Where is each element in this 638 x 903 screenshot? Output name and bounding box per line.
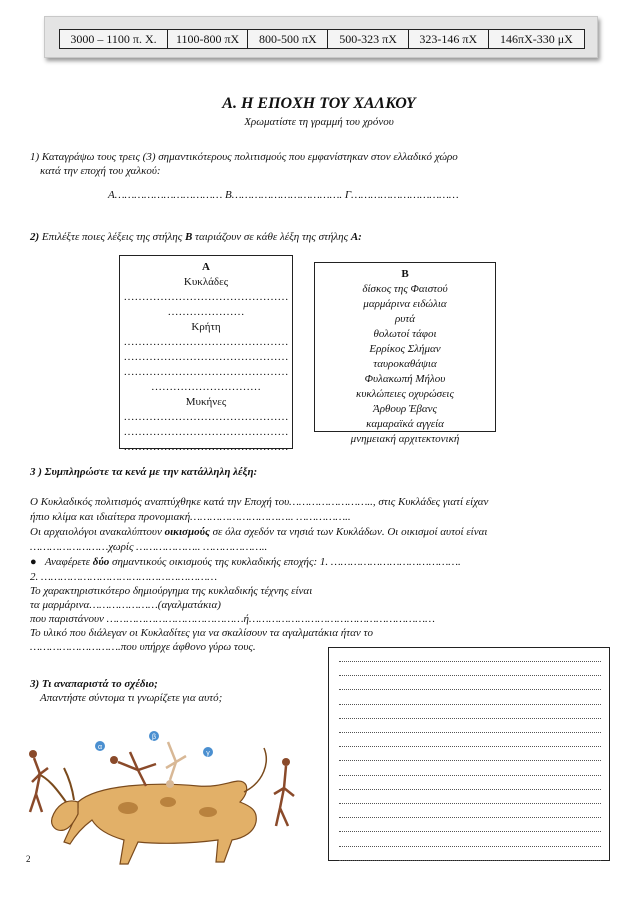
column-a-blank[interactable]: ………………………… <box>151 381 261 393</box>
answer-line[interactable] <box>339 830 601 832</box>
bull-horn <box>64 768 74 800</box>
column-b-header: Β <box>401 268 409 280</box>
q3-keyword: οικισμούς <box>164 526 210 538</box>
q3-paragraph[interactable]: Ο Κυκλαδικός πολιτισμός αναπτύχθηκε κατά την Εποχή του…………………….., στις Κυκλάδες γιατί είχαν <box>30 496 489 508</box>
answer-line[interactable] <box>339 674 601 676</box>
acrobat-head <box>29 750 37 758</box>
column-b-item: μαρμάρινα ειδώλια <box>363 298 447 310</box>
column-a-blank[interactable]: ……………………………………… <box>123 351 289 363</box>
answer-line[interactable] <box>339 660 601 662</box>
page-subtitle: Χρωματίστε τη γραμμή του χρόνου <box>244 116 394 128</box>
timeline-banner <box>44 16 598 58</box>
q2-col-a-ref: Α: <box>350 231 362 243</box>
bull-leaping-fresco <box>18 722 318 872</box>
q3-paragraph: Το χαρακτηριστικότερο δημιούργημα της κυκλαδικής τέχνης είναι <box>30 585 313 597</box>
q3-bullet[interactable] <box>30 555 461 569</box>
column-a-blank[interactable]: ……………………………………… <box>123 411 289 423</box>
q3-paragraph[interactable]: τα μαρμάρινα…………………(αγαλματάκια) <box>30 599 221 611</box>
answer-line[interactable] <box>339 802 601 804</box>
column-b-item: μνημειακή αρχιτεκτονική <box>350 433 460 445</box>
answer-line[interactable] <box>339 788 601 790</box>
bull-spot <box>160 797 176 807</box>
q2-number: 2) <box>30 231 42 243</box>
column-a-blank[interactable]: ……………………………………… <box>123 426 289 438</box>
q3-paragraph[interactable]: ήπιο κλίμα και ιδιαίτερα προνομιακή………………………….. …………….. <box>30 511 351 523</box>
page-number: 2 <box>26 854 31 864</box>
answer-line[interactable] <box>339 703 601 705</box>
q3-paragraph[interactable]: 2. ……………………………………………… <box>30 571 218 583</box>
page-title: Α. Η ΕΠΟΧΗ ΤΟΥ ΧΑΛΚΟΥ <box>222 95 416 112</box>
column-b-item: Άρθουρ Έβανς <box>372 403 438 415</box>
answer-line[interactable] <box>339 731 601 733</box>
bull-spot <box>199 807 217 817</box>
column-a-line: Κυκλάδες <box>183 276 229 288</box>
bull-body <box>64 781 256 864</box>
q2-instructions <box>30 230 362 244</box>
answer-line[interactable] <box>339 717 601 719</box>
figure-label: α <box>97 744 103 751</box>
column-a-header: Α <box>202 261 210 273</box>
q3-paragraph[interactable]: που παριστάνουν ……………………………………ή………………………………………………… <box>30 613 435 625</box>
figure-label: γ <box>206 750 210 757</box>
column-b-item: ρυτά <box>394 313 416 325</box>
q2-text: ταιριάζουν σε κάθε λέξη της στήλης <box>192 231 351 243</box>
q4-heading: 3) Τι αναπαριστά το σχέδιο; <box>30 678 158 690</box>
timeline-period[interactable]: 323-146 πΧ <box>409 30 489 48</box>
answer-line[interactable] <box>339 759 601 761</box>
column-a-box <box>119 255 293 453</box>
column-b-item: δίσκος της Φαιστού <box>362 283 448 295</box>
column-a-blank[interactable]: ……………………………………… <box>123 441 289 453</box>
q1-text: 1) Καταγράψω τους τρεις (3) σημαντικότερους πολιτισμούς που εμφανίστηκαν στον ελλαδικό χώρο <box>30 151 458 163</box>
acrobat-head <box>166 780 174 788</box>
q4-subheading: Απαντήστε σύντομα τι γνωρίζετε για αυτό; <box>40 692 223 704</box>
q3-text: Αναφέρετε <box>44 556 93 568</box>
figure-label: β <box>151 734 157 741</box>
column-b-item: κυκλώπειες οχυρώσεις <box>356 388 454 400</box>
bull-spot <box>118 802 138 814</box>
column-a-line: Κρήτη <box>191 321 221 333</box>
column-b-item: θολωτοί τάφοι <box>373 328 437 340</box>
answer-line[interactable] <box>339 745 601 747</box>
acrobat-figure <box>118 752 156 786</box>
acrobat-figure <box>166 742 186 780</box>
answer-line[interactable] <box>339 774 601 776</box>
q3-text: σε όλα σχεδόν τα νησιά των Κυκλάδων. Οι οικισμοί αυτοί είναι <box>209 526 488 538</box>
bull-horn <box>38 774 66 802</box>
answer-line[interactable] <box>339 816 601 818</box>
answer-line[interactable] <box>339 688 601 690</box>
timeline-period[interactable]: 1100-800 πΧ <box>168 30 248 48</box>
column-a-blank[interactable]: ……………………………………… <box>123 336 289 348</box>
q3-paragraph <box>30 525 487 539</box>
column-b-item: Φυλακωπή Μήλου <box>364 373 446 385</box>
q3-paragraph[interactable]: ……………………….που υπήρχε άφθονο γύρω τους. <box>30 641 256 653</box>
column-a-blank[interactable]: ……………………………………… <box>123 366 289 378</box>
q2-col-b-ref: Β <box>184 231 193 243</box>
q2-text: Επιλέξτε ποιες λέξεις της στήλης <box>41 231 185 243</box>
answer-line[interactable] <box>339 845 601 847</box>
q1-text-cont: κατά την εποχή του χαλκού: <box>40 165 161 177</box>
timeline-period[interactable]: 800-500 πΧ <box>248 30 328 48</box>
q3-paragraph[interactable]: ……………………χωρίς ……………….. ……………….. <box>30 541 268 553</box>
q3-keyword: δύο <box>92 556 110 568</box>
q3-paragraph: Το υλικό που διάλεγαν οι Κυκλαδίτες για να σκαλίσουν τα αγαλματάκια ήταν το <box>30 627 373 639</box>
column-a-blank[interactable]: ………………… <box>167 306 245 318</box>
timeline-bar <box>59 29 585 49</box>
timeline-period[interactable]: 500-323 πΧ <box>328 30 408 48</box>
column-b-item: ταυροκαθάψια <box>373 358 437 370</box>
q1-answer-blanks[interactable]: Α…………………………… Β……………………………. Γ…………………………… <box>108 189 459 201</box>
answer-line[interactable] <box>339 859 601 861</box>
acrobat-head <box>110 756 118 764</box>
column-b-box <box>314 262 496 445</box>
bull-tail <box>244 748 266 792</box>
q3-text: Οι αρχαιολόγοι ανακαλύπτουν <box>30 526 165 538</box>
timeline-period[interactable]: 3000 – 1100 π. Χ. <box>60 30 168 48</box>
acrobat-figure <box>30 758 48 812</box>
acrobat-head <box>282 758 290 766</box>
column-a-line: Μυκήνες <box>185 396 227 408</box>
column-a-blank[interactable]: ……………………………………… <box>123 291 289 303</box>
bullet-icon: ● <box>30 556 45 568</box>
q3-text: σημαντικούς οικισμούς της κυκλαδικής εποχής: 1. …………………………………. <box>109 556 461 568</box>
answer-box[interactable] <box>328 647 610 861</box>
q3-heading: 3 ) Συμπληρώστε τα κενά με την κατάλληλη λέξη: <box>30 466 258 478</box>
timeline-period[interactable]: 146πΧ-330 μΧ <box>500 32 573 46</box>
column-b-item: Ερρίκος Σλήμαν <box>369 343 441 355</box>
column-b-item: καμαραϊκά αγγεία <box>366 418 444 430</box>
acrobat-figure <box>274 766 294 826</box>
